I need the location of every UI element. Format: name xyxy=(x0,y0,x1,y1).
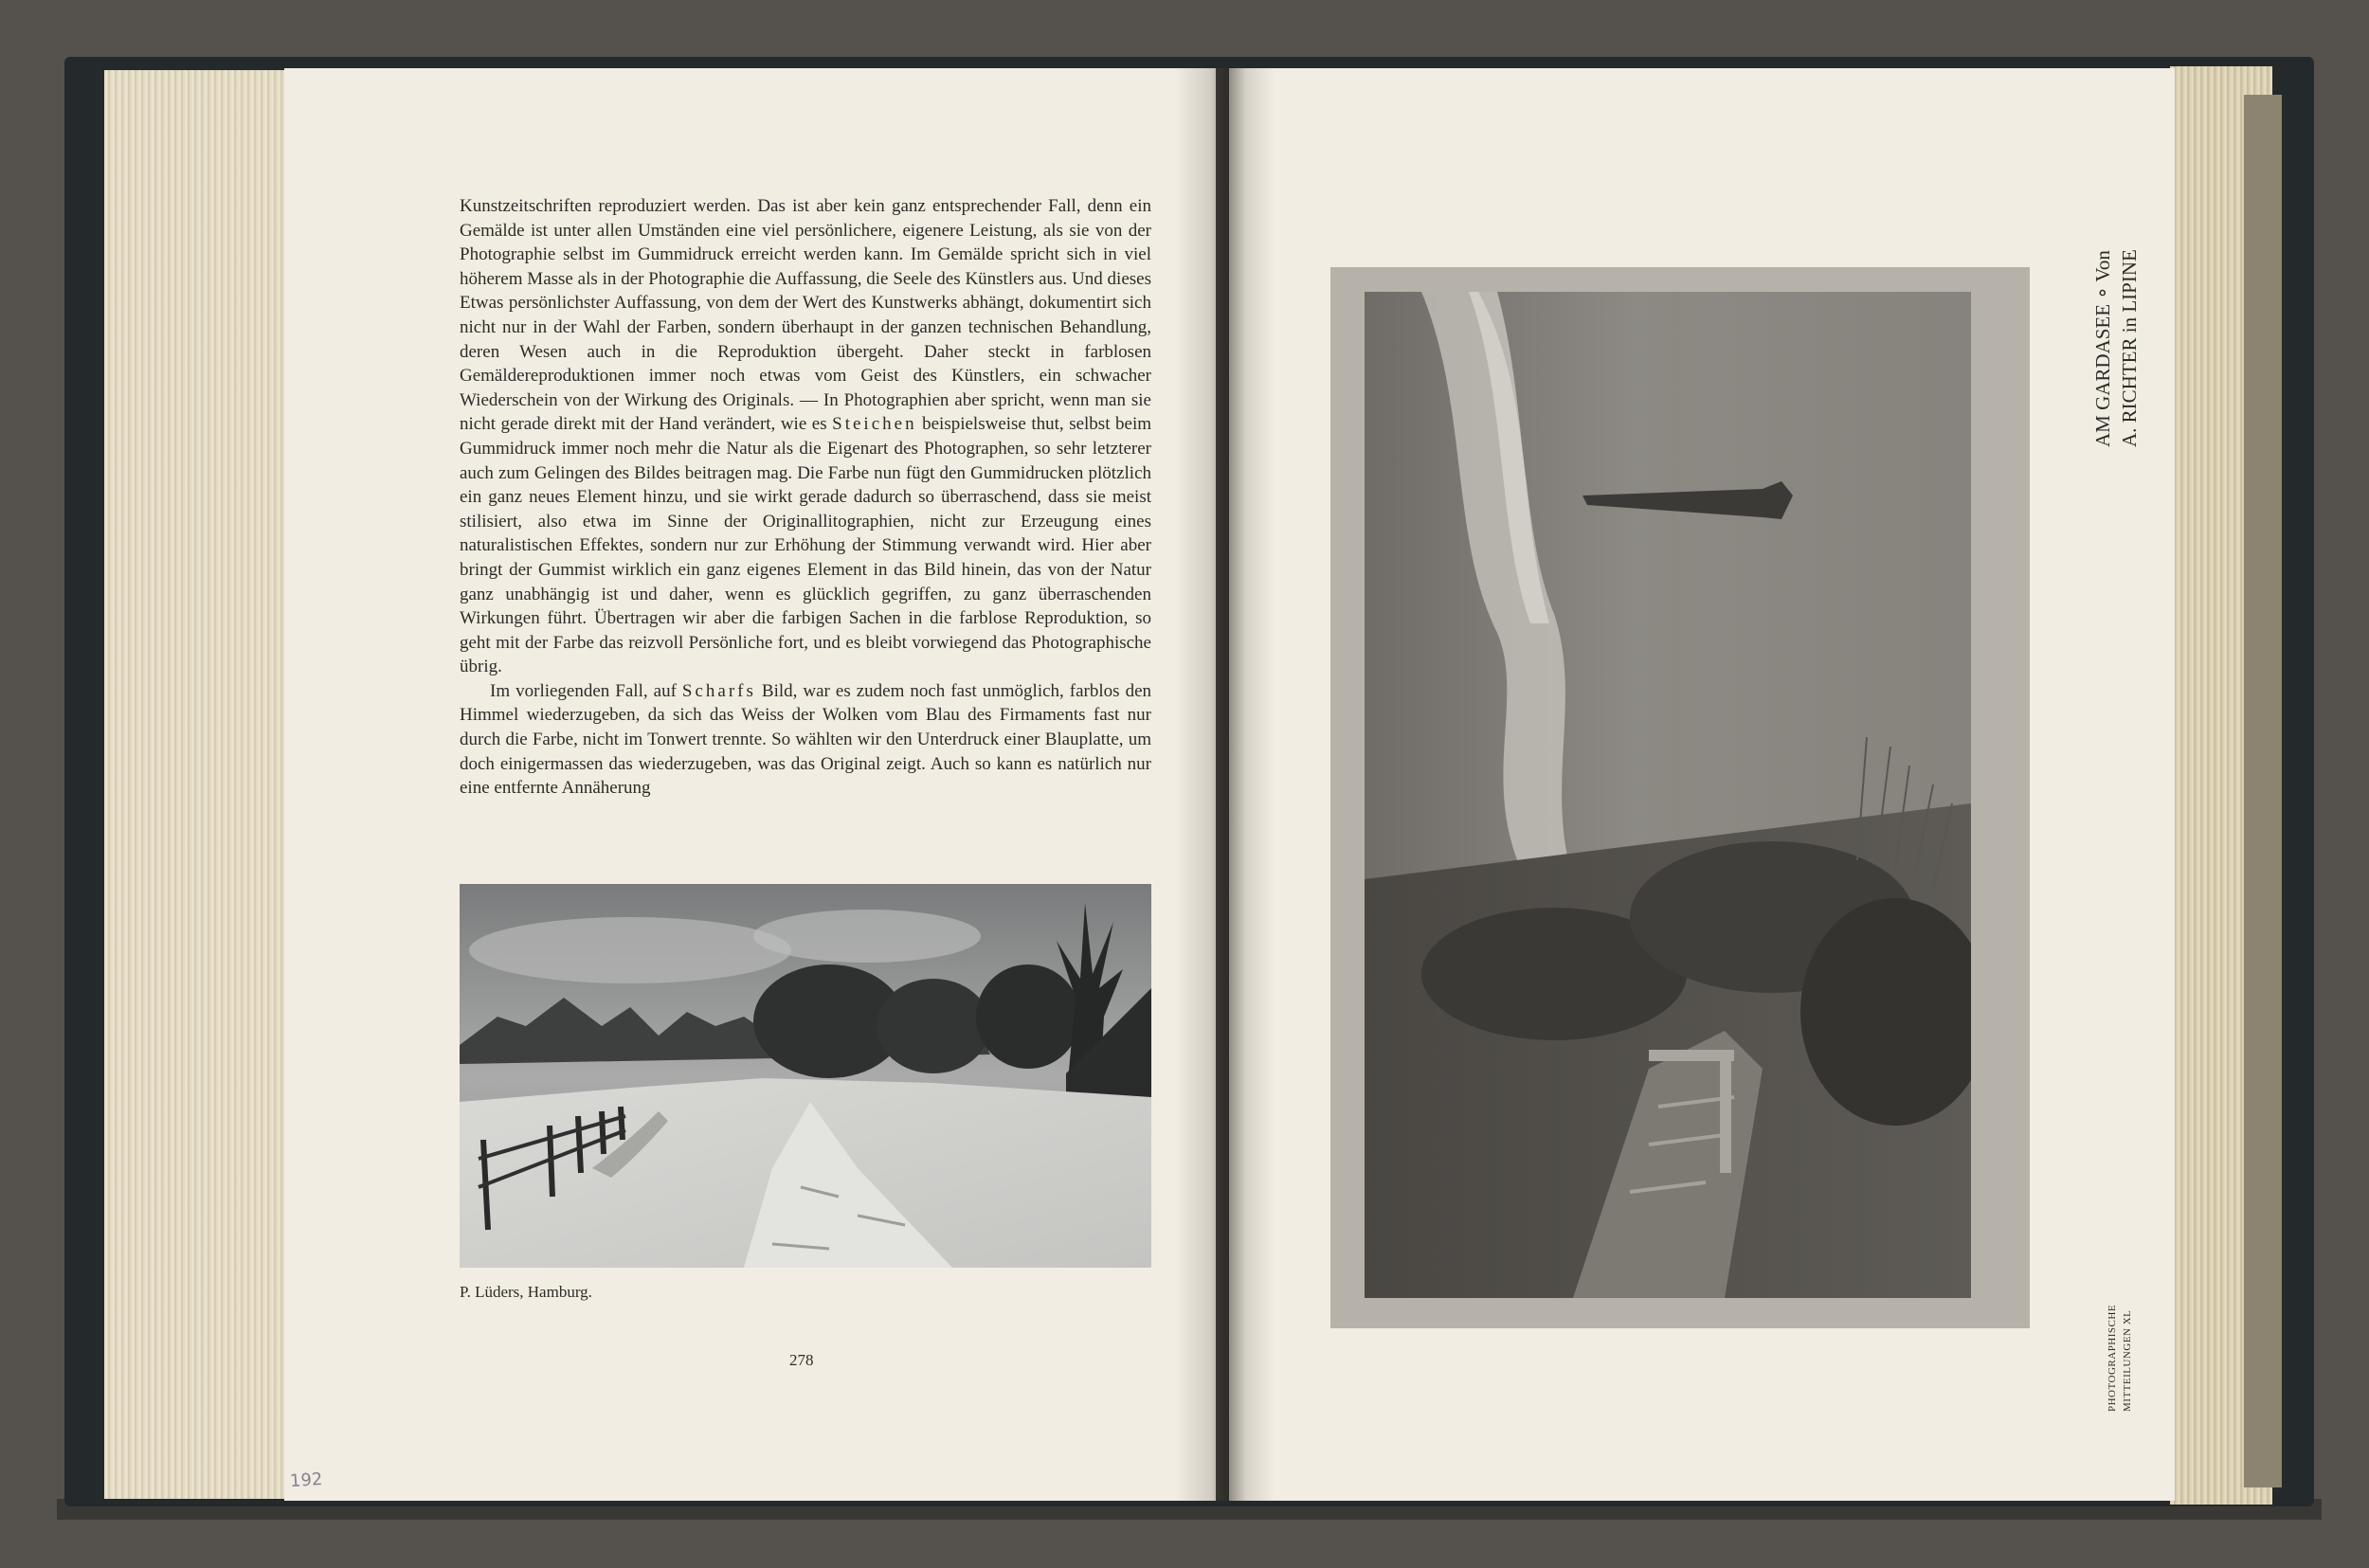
plate-title xyxy=(2091,220,2158,447)
footer-line2: MITTEILUNGEN XL xyxy=(2122,1309,2133,1412)
footer-line1: PHOTOGRAPHISCHE xyxy=(2107,1304,2118,1412)
left-page-edges xyxy=(104,70,294,1499)
spaced-name: Scharfs xyxy=(681,680,756,701)
page-number: 278 xyxy=(789,1351,814,1369)
pencil-note: 192 xyxy=(289,1469,324,1492)
body-paragraph xyxy=(460,194,1151,679)
body-paragraph xyxy=(460,679,1151,801)
winter-landscape-photo xyxy=(460,884,1151,1268)
text-run: Kunstzeitschriften reproduziert werden. Das ist aber kein ganz entsprechender Fall, denn ein Gemälde ist unter allen Umständen eine viel persönlichere, eigenere Leistung, als sie von der Photographie selbst im Gummidruck erreicht werden kann. Im Gemälde spricht sich in viel höherem Masse als in der Photographie die Auffassung, die Seele des Künstlers aus. Und dieses Etwas persönlichster Auffassung, von dem der Wert des Kunstwerks abhängt, dokumentirt sich nicht nur in der Wahl der Farben, sondern überhaupt in der ganzen technischen Behandlung, deren Wesen auch in die Reproduktion übergeht. Daher steckt in farblosen Gemäldereproduktionen immer noch etwas vom Geist des Künstlers, ein schwacher Wiederschein von der Wirkung des Originals. — In Photographien aber spricht, wenn man sie nicht gerade direkt mit der Hand verändert, wie es xyxy=(460,196,1151,435)
gutter-shadow-left xyxy=(1175,68,1227,1501)
gardasee-plate-photo xyxy=(1365,292,1971,1298)
photo-caption: P. Lüders, Hamburg. xyxy=(460,1283,592,1301)
plate-title-line1: AM GARDASEE ∘ Von xyxy=(2091,250,2114,447)
journal-footer xyxy=(2107,1279,2144,1412)
gutter-shadow-right xyxy=(1227,68,1275,1501)
right-page-edges-shadow xyxy=(2244,95,2282,1487)
text-run: beispielsweise thut, selbst beim Gummidruck immer noch mehr die Natur als die Eigenart des Photographen, so sehr letzterer auch zum Gelingen des Bildes beitragen mag. Die Farbe nun fügt den Gummidrucken plötzlich ein ganz neues Element hinzu, und sie wirkt gerade dadurch so überraschend, dass sie meist stilisiert, also etwa im Sinne der Originallitographien, nicht zur Erzeugung eines naturalistischen Effektes, sondern nur zur Erhöhung der Stimmung verwandt wird. Hier aber bringt der Gummist wirklich ein ganz eigenes Element in das Bild hinein, das von der Natur ganz unabhängig ist und daher, wenn es glücklich gegriffen, zu ganz überraschenden Wirkungen führt. Übertragen wir aber die farbigen Sachen in die farblose Reproduktion, so geht mit der Farbe das reizvoll Persönliche fort, und es bleibt vorwiegend das Photographische übrig. xyxy=(460,414,1151,677)
spaced-name: Steichen xyxy=(832,414,917,435)
text-run: Im vorliegenden Fall, auf xyxy=(490,680,682,701)
body-text xyxy=(460,194,1151,801)
plate-title-line2: A. RICHTER in LIPINE xyxy=(2118,249,2141,447)
text-run: Bild, war es zudem noch fast unmöglich, farblos den Himmel wiederzugeben, da sich das Weiss der Wolken vom Blau des Firmaments fast nur durch die Farbe, nicht im Tonwert trennte. So wählten wir den Unterdruck einer Blauplatte, um doch einigermassen das wiederzugeben, was das Original zeigt. Auch so kann es natürlich nur eine entfernte Annäherung xyxy=(460,680,1152,799)
